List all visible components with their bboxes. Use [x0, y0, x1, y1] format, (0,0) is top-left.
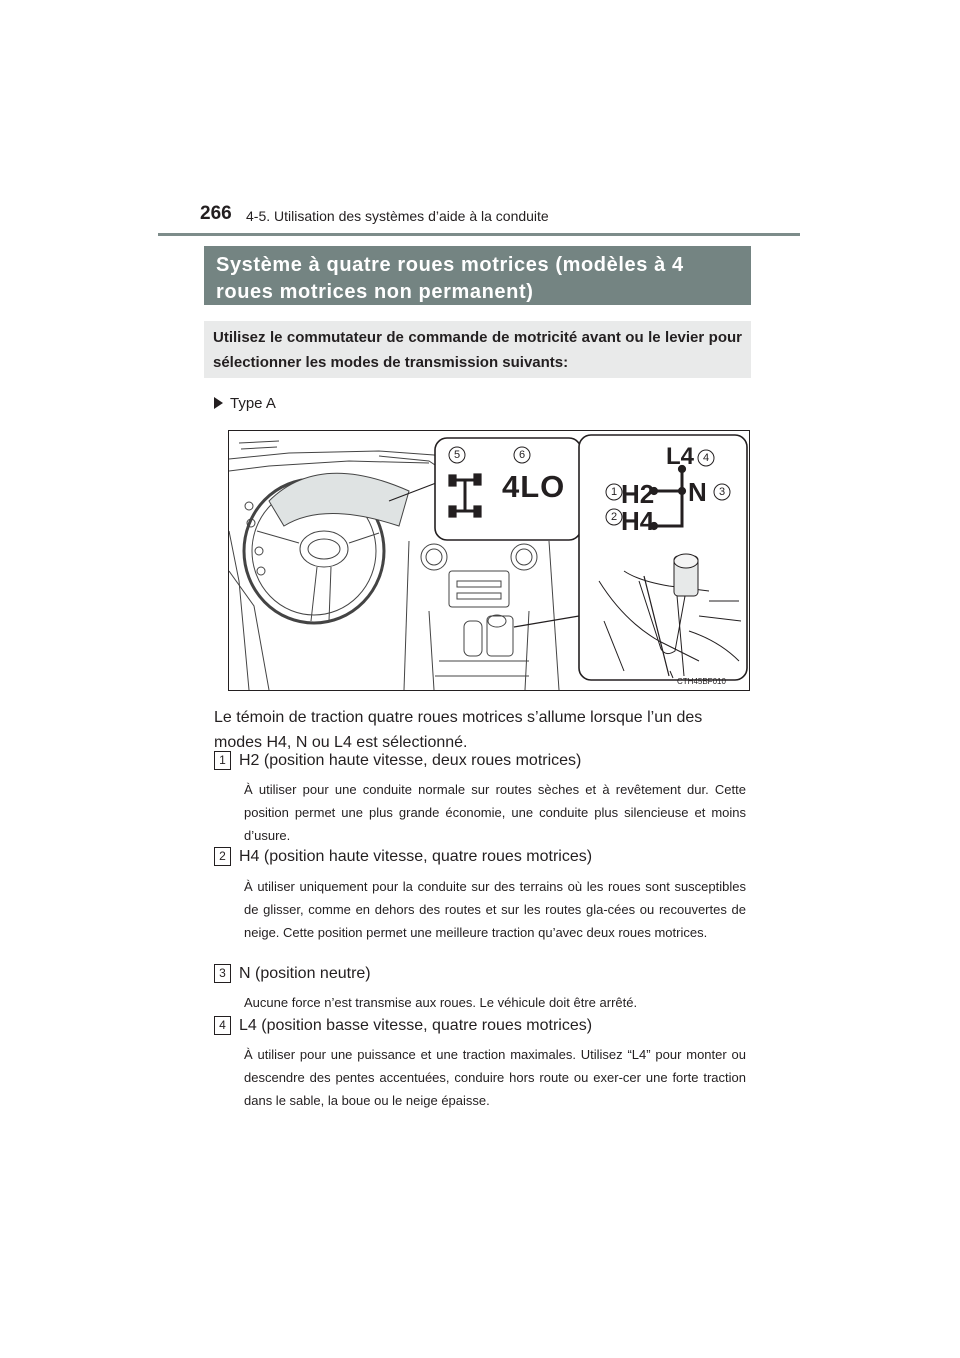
item-heading-text: L4 (position basse vitesse, quatre roues motrices): [239, 1017, 593, 1034]
callout-3: 3: [718, 486, 726, 498]
item-heading-text: H4 (position haute vitesse, quatre roues motrices): [239, 848, 593, 865]
number-badge-3: 3: [214, 964, 231, 983]
callout-2: 2: [610, 511, 618, 523]
item-heading-1: [214, 751, 581, 770]
item-body-3: Aucune force n’est transmise aux roues. Le véhicule doit être arrêté.: [244, 995, 638, 1010]
shift-pattern-panel: [579, 435, 747, 680]
shift-label-h2: H2: [621, 479, 655, 509]
callout-5: 5: [453, 449, 461, 461]
shift-label-h4: H4: [621, 506, 655, 536]
shift-label-n: N: [688, 477, 707, 507]
item-heading-4: [214, 1016, 592, 1035]
type-label: [214, 395, 276, 412]
section-title: Système à quatre roues motrices (modèles à 4 roues motrices non permanent): [204, 246, 751, 305]
number-badge-4: 4: [214, 1016, 231, 1035]
item-heading-3: [214, 964, 371, 983]
callout-6: 6: [518, 449, 526, 461]
item-body-4: À utiliser pour une puissance et une traction maximales. Utilisez “L4” pour monter ou descendre des pentes accentuées, conduire hors route ou exer-cer une forte traction dans le sable, la boue ou le neige épaisse.: [244, 1047, 746, 1108]
item-heading-text: H2 (position haute vitesse, deux roues motrices): [239, 752, 582, 769]
indicator-4lo-label: 4LO: [502, 469, 566, 504]
page-number: 266: [200, 203, 232, 224]
type-label-text: Type A: [230, 395, 276, 412]
lead-paragraph: Le témoin de traction quatre roues motrices s’allume lorsque l’un des modes H4, N ou L4 est sélectionné.: [214, 709, 703, 751]
item-body-1: À utiliser pour une conduite normale sur routes sèches et à revêtement dur. Cette position permet une plus grande économie, une conduite plus silencieuse et moins d’usure.: [244, 782, 746, 843]
image-code: CTH45BF010: [677, 677, 726, 686]
triangle-bullet-icon: [214, 397, 223, 409]
item-heading-text: N (position neutre): [239, 965, 371, 982]
number-badge-2: 2: [214, 847, 231, 866]
item-body-2: À utiliser uniquement pour la conduite sur des terrains où les roues sont susceptibles de glisser, comme en dehors des routes et sur les routes gla-cées ou recouvertes de neige. Cette position permet une meilleure traction qu’avec deux roues motrices.: [244, 879, 746, 940]
item-heading-2: [214, 847, 592, 866]
dashboard-illustration: [228, 430, 750, 691]
chapter-title: 4-5. Utilisation des systèmes d’aide à la conduite: [246, 208, 549, 224]
header-rule: [158, 233, 800, 236]
intro-box: Utilisez le commutateur de commande de motricité avant ou le levier pour sélectionner les modes de transmission suivants:: [204, 321, 751, 378]
callout-4: 4: [702, 452, 710, 464]
shift-label-l4: L4: [666, 443, 695, 470]
number-badge-1: 1: [214, 751, 231, 770]
callout-1: 1: [610, 486, 618, 498]
